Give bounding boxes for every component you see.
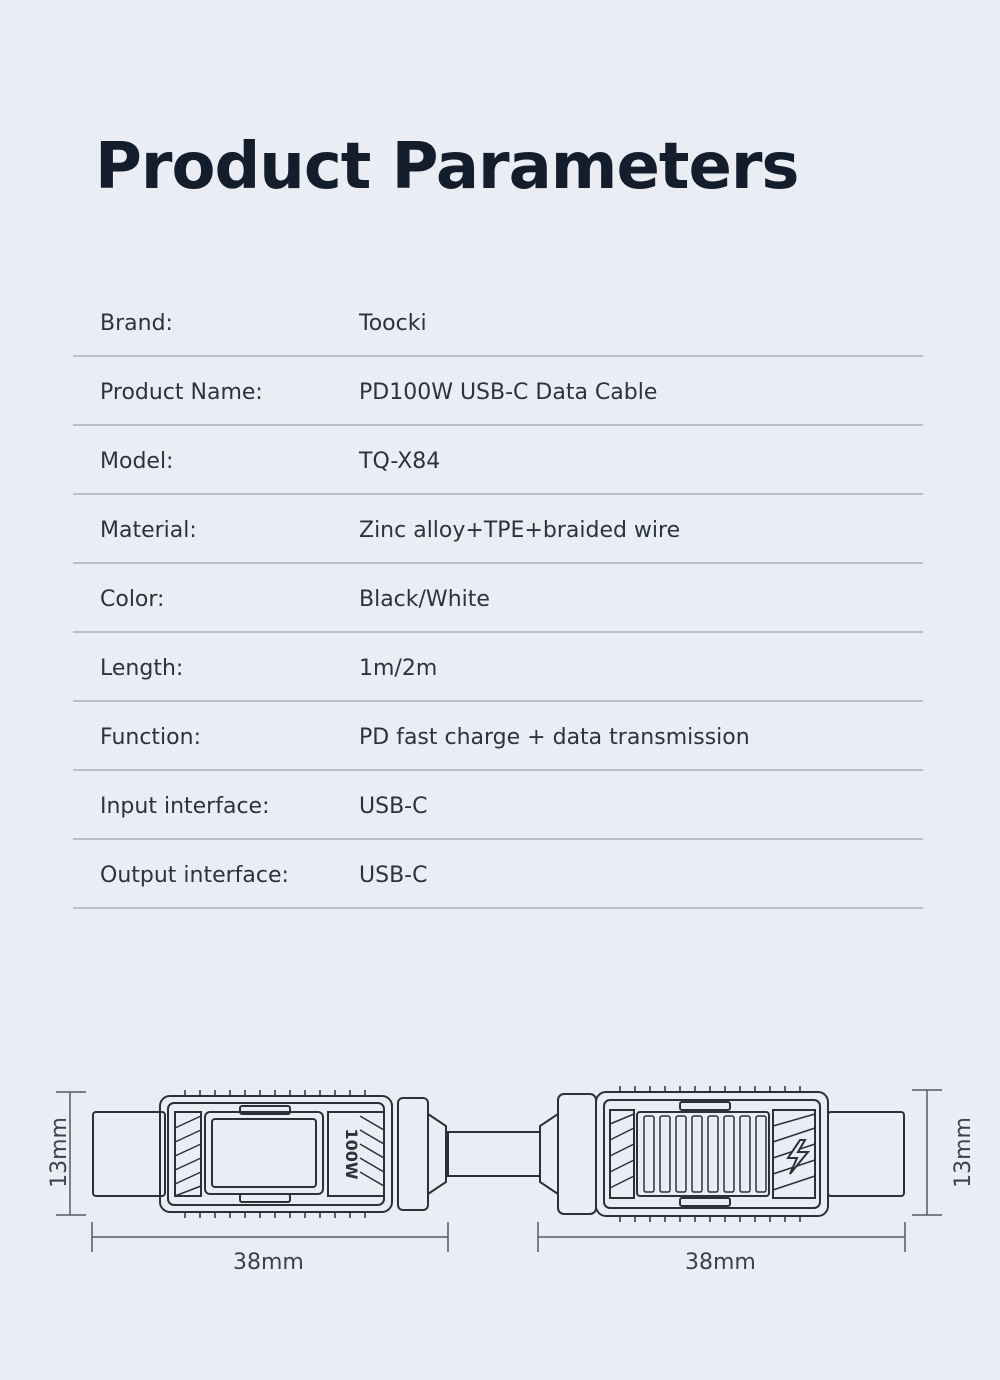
page-title: Product Parameters [95,130,799,204]
spec-label: Material: [100,518,197,543]
spec-label: Output interface: [100,863,289,888]
cable-drawing [0,1070,1000,1300]
spec-value: PD100W USB-C Data Cable [359,380,658,405]
spec-label: Color: [100,587,165,612]
spec-value: USB-C [359,863,428,888]
left-connector [93,1090,540,1218]
left-width-label: 38mm [233,1250,304,1275]
left-width-dimension-line [92,1222,448,1252]
spec-label: Model: [100,449,174,474]
right-height-label: 13mm [950,1117,976,1188]
right-height-dimension-line [912,1090,942,1215]
spec-row-input-interface [73,771,923,840]
right-connector [540,1086,904,1222]
spec-label: Function: [100,725,201,750]
spec-value: Toocki [359,311,427,336]
spec-value: TQ-X84 [359,449,441,474]
spec-row-function [73,702,923,771]
spec-row-material [73,495,923,564]
spec-label: Product Name: [100,380,263,405]
cable-dimension-diagram [0,1070,1000,1300]
spec-value: 1m/2m [359,656,438,681]
spec-row-model [73,426,923,495]
spec-row-product-name [73,357,923,426]
spec-value: Zinc alloy+TPE+braided wire [359,518,681,543]
spec-label: Brand: [100,311,173,336]
spec-value: USB-C [359,794,428,819]
connector-print-text: 100W [342,1128,361,1180]
spec-row-brand [73,288,923,357]
spec-row-length [73,633,923,702]
right-width-label: 38mm [685,1250,756,1275]
right-width-dimension-line [538,1222,905,1252]
spec-row-color [73,564,923,633]
spec-value: Black/White [359,587,490,612]
left-height-label: 13mm [46,1117,72,1188]
spec-label: Input interface: [100,794,270,819]
spec-value: PD fast charge + data transmission [359,725,750,750]
lightning-bolt-icon [788,1140,808,1174]
spec-row-output-interface [73,840,923,909]
spec-label: Length: [100,656,184,681]
spec-table [73,288,923,909]
